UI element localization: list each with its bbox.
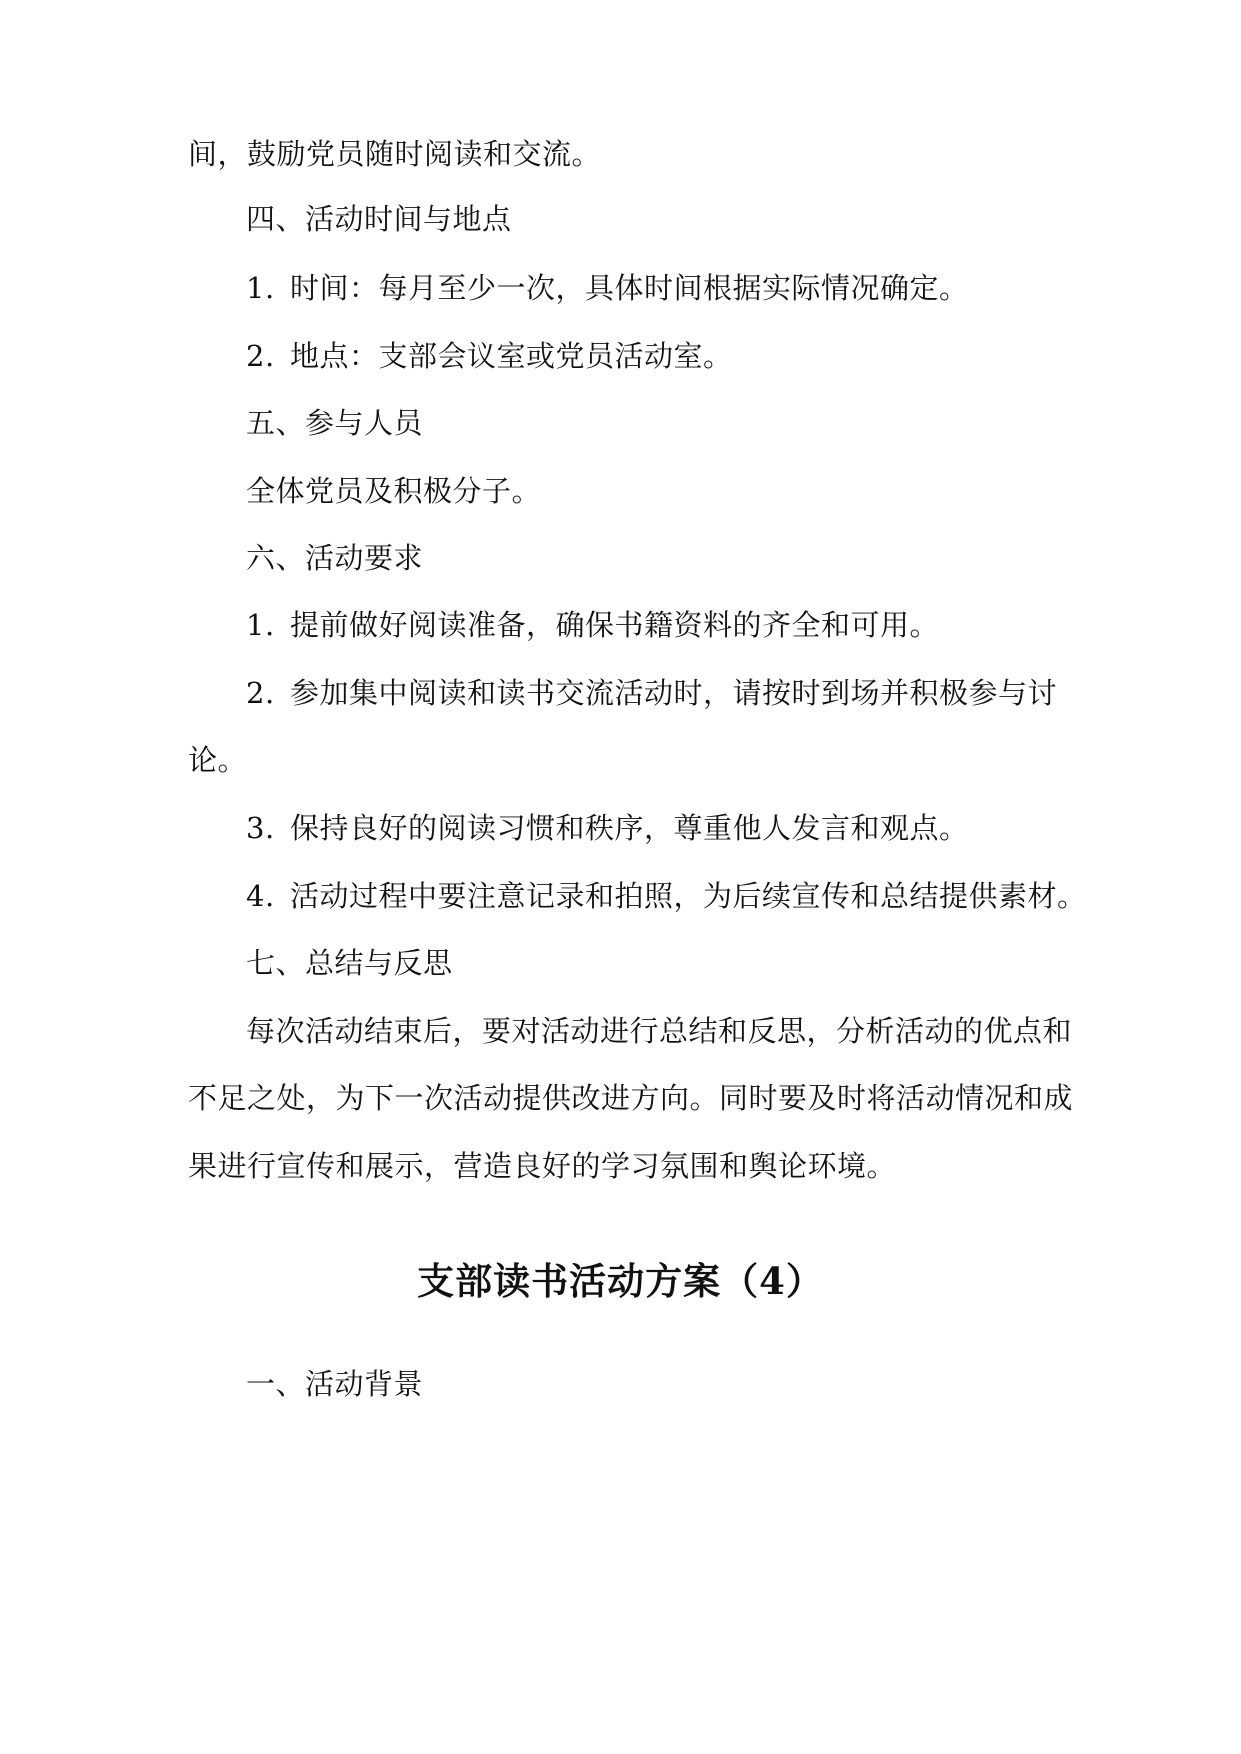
- section-heading-4: 四、活动时间与地点: [246, 202, 512, 236]
- list-item: [246, 605, 1068, 645]
- section-heading-7: 七、总结与反思: [246, 946, 453, 980]
- list-item: [246, 336, 1068, 376]
- list-number: 1.: [246, 271, 275, 305]
- list-item: [246, 268, 1068, 308]
- list-text: 保持良好的阅读习惯和秩序，尊重他人发言和观点。: [290, 811, 969, 845]
- list-text: 地点：支部会议室或党员活动室。: [290, 339, 733, 373]
- list-number: 2.: [246, 339, 275, 373]
- paragraph-continuation: 间，鼓励党员随时阅读和交流。: [188, 137, 602, 171]
- list-item: [246, 876, 1087, 916]
- paragraph: 果进行宣传和展示，营造良好的学习氛围和舆论环境。: [188, 1149, 897, 1183]
- paragraph: 不足之处，为下一次活动提供改进方向。同时要及时将活动情况和成: [188, 1081, 1074, 1115]
- list-text: 参加集中阅读和读书交流活动时，请按时到场并积极参与讨: [290, 676, 1058, 710]
- section-heading-5: 五、参与人员: [246, 406, 424, 440]
- list-item: [246, 808, 1068, 848]
- section-heading-1: 一、活动背景: [246, 1367, 424, 1401]
- list-text: 提前做好阅读准备，确保书籍资料的齐全和可用。: [290, 608, 940, 642]
- list-number: 1.: [246, 608, 275, 642]
- paragraph: 每次活动结束后，要对活动进行总结和反思，分析活动的优点和: [246, 1014, 1073, 1048]
- list-text: 时间：每月至少一次，具体时间根据实际情况确定。: [290, 271, 969, 305]
- list-number: 4.: [246, 879, 275, 913]
- section-heading-6: 六、活动要求: [246, 541, 424, 575]
- list-number: 3.: [246, 811, 275, 845]
- list-text: 活动过程中要注意记录和拍照，为后续宣传和总结提供素材。: [290, 879, 1087, 913]
- document-title: 支部读书活动方案（4）: [417, 1259, 824, 1303]
- paragraph: 全体党员及积极分子。: [246, 474, 542, 508]
- list-item: [246, 673, 1068, 713]
- list-number: 2.: [246, 676, 275, 710]
- list-item-continuation: 论。: [188, 743, 248, 777]
